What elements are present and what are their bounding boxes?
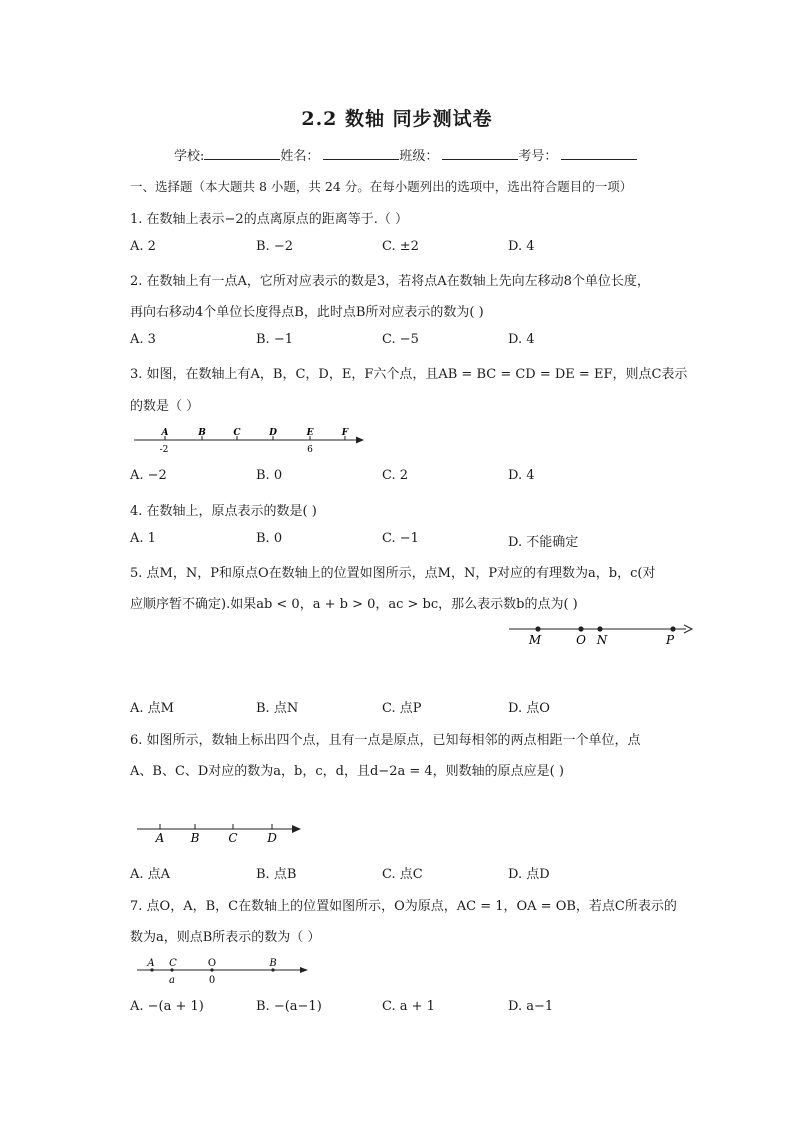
q3-option-a[interactable]: A. −2 (130, 468, 167, 483)
q6-option-c[interactable]: C. 点C (382, 867, 423, 882)
q2-option-a[interactable]: A. 3 (130, 332, 156, 347)
q6-option-a[interactable]: A. 点A (130, 867, 171, 882)
page-title: 2.2 数轴 同步测试卷 (301, 108, 493, 130)
q6-axis-arrow (292, 825, 301, 833)
q3-axis-arrow (356, 437, 364, 444)
q2-option-c[interactable]: C. −5 (382, 332, 419, 347)
question-5-text-line1: 5. 点M，N，P和原点O在数轴上的位置如图所示，点M，N，P对应的有理数为a，b，c(对 (130, 566, 656, 581)
q5-point-n (597, 626, 602, 631)
q6-label-b: B (190, 831, 200, 845)
q4-option-b[interactable]: B. 0 (256, 531, 283, 546)
q1-option-c[interactable]: C. ±2 (382, 239, 419, 254)
q7-label-o: O (207, 958, 217, 969)
q3-point-b-label: B (198, 428, 206, 438)
q5-option-c[interactable]: C. 点P (382, 701, 422, 716)
question-6-text-line2: A、B、C、D对应的数为a，b，c，d，且d−2a = 4，则数轴的原点应是( ) (130, 764, 564, 779)
question-4-text: 4. 在数轴上，原点表示的数是( ) (130, 504, 317, 519)
q3-point-e-label: E (306, 428, 314, 438)
q1-option-d[interactable]: D. 4 (508, 239, 535, 254)
question-6-text-line1: 6. 如图所示，数轴上标出四个点，且有一点是原点，已知每相邻的两点相距一个单位，点 (130, 733, 641, 748)
q5-option-a[interactable]: A. 点M (130, 701, 174, 716)
question-7-text-line1: 7. 点O，A，B，C在数轴上的位置如图所示，O为原点，AC = 1，OA = OB，若点C所表示的 (130, 899, 677, 914)
question-2-text-line2: 再向右移动4个单位长度得点B，此时点B所对应表示的数为( ) (130, 305, 484, 320)
q7-option-d[interactable]: D. a−1 (508, 999, 554, 1014)
q3-value-6: 6 (307, 445, 313, 455)
q3-number-line-figure (128, 420, 378, 460)
q2-option-b[interactable]: B. −1 (256, 332, 293, 347)
q4-option-a[interactable]: A. 1 (130, 531, 156, 546)
name-label: 姓名： (280, 149, 320, 164)
school-label: 学校: (174, 149, 205, 164)
q6-label-d: D (267, 831, 277, 845)
exam-no-blank (561, 147, 637, 160)
q3-option-c[interactable]: C. 2 (382, 468, 409, 483)
q5-label-o: O (576, 633, 586, 647)
q3-point-d-label: D (269, 428, 277, 438)
q7-label-c: C (169, 958, 177, 969)
q7-option-a[interactable]: A. −(a + 1) (130, 999, 204, 1014)
question-1-text: 1. 在数轴上表示−2的点离原点的距离等于.（ ） (130, 212, 408, 227)
school-blank (204, 147, 280, 160)
q5-label-n: N (596, 633, 608, 647)
q6-option-d[interactable]: D. 点D (508, 867, 550, 882)
q2-option-d[interactable]: D. 4 (508, 332, 535, 347)
q3-option-d[interactable]: D. 4 (508, 468, 535, 483)
section-heading: 一、选择题（本大题共 8 小题，共 24 分。在每小题列出的选项中，选出符合题目的一项） (130, 179, 633, 194)
q7-number-line-figure (134, 954, 314, 988)
q4-option-c[interactable]: C. −1 (382, 531, 419, 546)
q3-point-a-label: A (161, 428, 169, 438)
exam-no-label: 考号： (518, 149, 558, 164)
q6-ticks (160, 824, 272, 829)
student-info-row (174, 145, 637, 164)
q3-point-f-label: F (341, 428, 349, 438)
q7-value-a: a (169, 975, 175, 986)
q6-label-c: C (228, 831, 238, 845)
q1-option-b[interactable]: B. −2 (256, 239, 293, 254)
q7-option-c[interactable]: C. a + 1 (382, 999, 435, 1014)
q5-label-p: P (665, 633, 675, 647)
q5-label-m: M (528, 633, 542, 647)
q7-value-0: 0 (208, 975, 216, 986)
q5-number-line-figure (506, 619, 696, 651)
q5-option-d[interactable]: D. 点O (508, 701, 550, 716)
class-label: 班级： (399, 149, 439, 164)
q5-point-m (535, 626, 540, 631)
q7-label-b: B (269, 958, 277, 969)
q7-option-b[interactable]: B. −(a−1) (256, 999, 322, 1014)
question-7-text-line2: 数为a，则点B所表示的数为（ ） (130, 930, 321, 945)
name-blank (323, 147, 399, 160)
question-2-text-line1: 2. 在数轴上有一点A，它所对应表示的数是3，若将点A在数轴上先向左移动8个单位长度， (130, 274, 650, 289)
q7-label-a: A (147, 958, 155, 969)
q5-option-b[interactable]: B. 点N (256, 701, 299, 716)
q5-point-o (578, 626, 583, 631)
q1-option-a[interactable]: A. 2 (130, 239, 156, 254)
class-blank (442, 147, 518, 160)
q5-point-p (670, 626, 675, 631)
q6-label-a: A (155, 831, 165, 845)
q6-number-line-figure (134, 818, 309, 848)
q3-ticks (165, 436, 345, 440)
question-5-text-line2: 应顺序暂不确定).如果ab < 0，a + b > 0，ac > bc，那么表示数b的点为( ) (130, 597, 578, 612)
q6-option-b[interactable]: B. 点B (256, 867, 297, 882)
q3-option-b[interactable]: B. 0 (256, 468, 283, 483)
question-3-text-line1: 3. 如图，在数轴上有A，B，C，D，E，F六个点，且AB = BC = CD = DE = EF，则点C表示 (130, 367, 688, 382)
question-3-text-line2: 的数是（ ） (130, 399, 200, 414)
q7-axis-arrow (300, 967, 308, 973)
q3-point-c-label: C (233, 428, 241, 438)
q4-option-d[interactable]: D. 不能确定 (508, 535, 579, 550)
q3-value-minus2: -2 (159, 445, 169, 455)
